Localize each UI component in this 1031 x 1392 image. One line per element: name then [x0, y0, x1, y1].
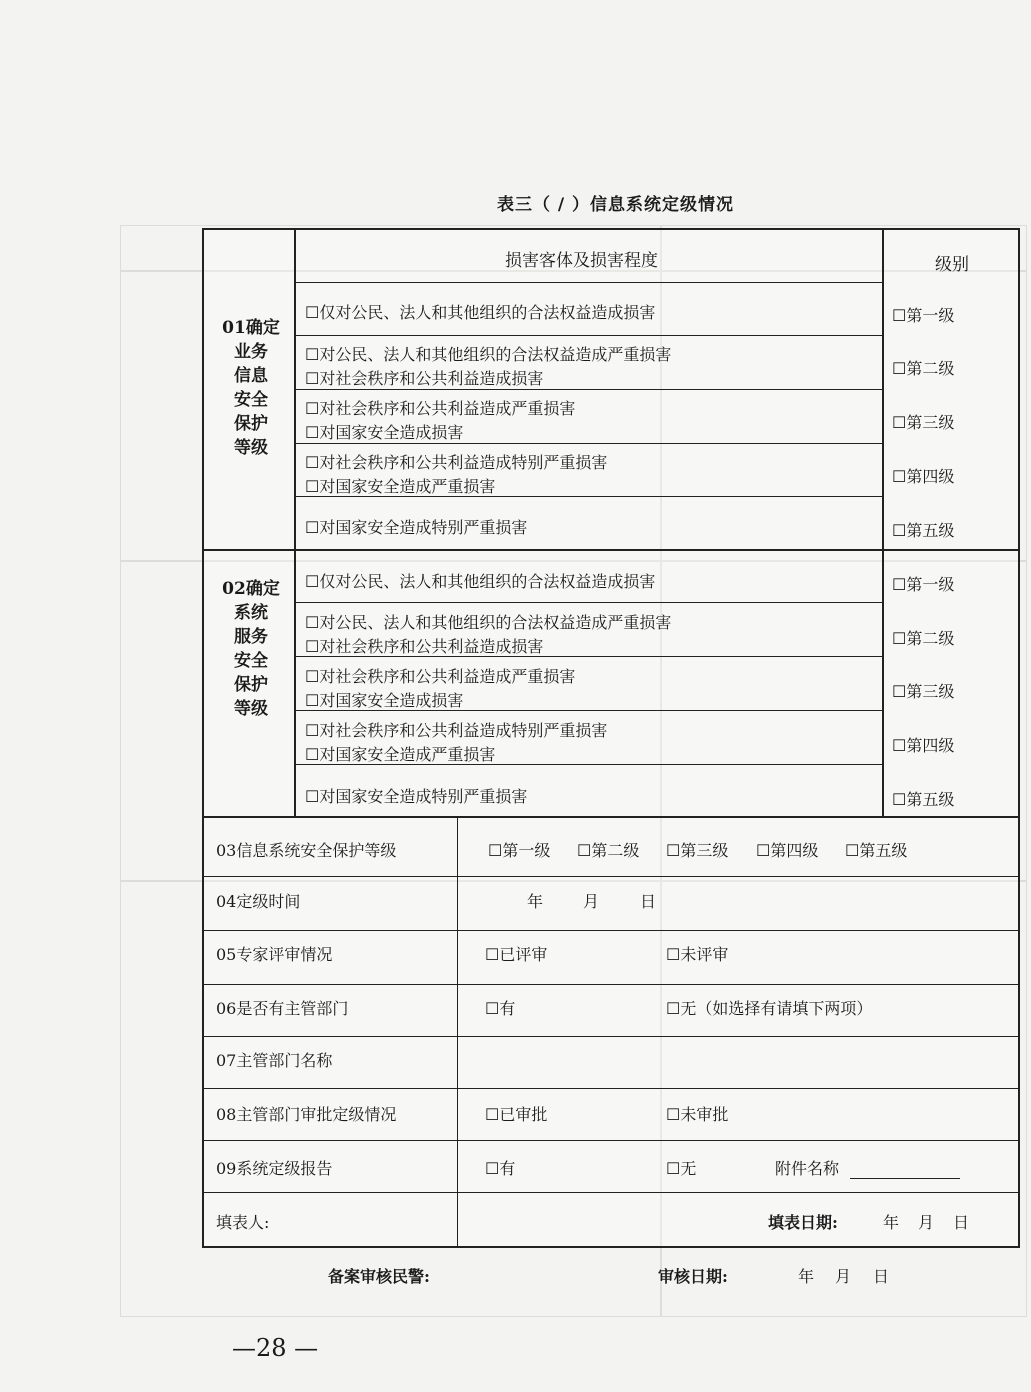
section1-row2-checkbox-b[interactable]: ☐ 对社会秩序和公共利益造成损害	[305, 366, 543, 389]
security-level-label: 03信息系统安全保护等级	[216, 841, 397, 860]
not-approved-checkbox[interactable]: ☐ 未审批	[666, 1102, 728, 1125]
divider	[204, 1192, 1020, 1193]
expert-review-label: 05专家评审情况	[216, 945, 333, 964]
review-date-month[interactable]: 月	[835, 1267, 852, 1286]
section2-row2-checkbox-a[interactable]: ☐ 对公民、法人和其他组织的合法权益造成严重损害	[305, 610, 671, 633]
grading-date-day[interactable]: 日	[640, 892, 657, 911]
divider	[294, 335, 882, 336]
form-title: 表三（ / ）信息系统定级情况	[496, 195, 735, 215]
not-reviewed-checkbox[interactable]: ☐ 未评审	[666, 942, 728, 965]
divider	[204, 876, 1020, 877]
section2-level5-checkbox[interactable]: ☐ 第五级	[892, 787, 954, 810]
supervisor-name-field[interactable]	[460, 1037, 1015, 1085]
grading-date-label: 04定级时间	[216, 892, 301, 911]
section2-row1-checkbox[interactable]: ☐ 仅对公民、法人和其他组织的合法权益造成损害	[305, 569, 655, 592]
divider	[204, 549, 1020, 551]
divider	[294, 443, 882, 444]
damage-column-header: 损害客体及损害程度	[505, 251, 658, 271]
grading-date-month[interactable]: 月	[583, 892, 600, 911]
overall-level5-checkbox[interactable]: ☐ 第五级	[845, 838, 907, 861]
no-report-checkbox[interactable]: ☐ 无	[666, 1156, 696, 1179]
review-date-day[interactable]: 日	[873, 1267, 890, 1286]
section2-row3-checkbox-b[interactable]: ☐ 对国家安全造成损害	[305, 688, 463, 711]
has-supervisor-checkbox[interactable]: ☐ 有	[485, 996, 515, 1019]
section2-row2-checkbox-b[interactable]: ☐ 对社会秩序和公共利益造成损害	[305, 634, 543, 657]
divider-section-col	[294, 230, 296, 816]
section2-row4-checkbox-a[interactable]: ☐ 对社会秩序和公共利益造成特别严重损害	[305, 718, 607, 741]
overall-level1-checkbox[interactable]: ☐ 第一级	[488, 838, 550, 861]
section1-level2-checkbox[interactable]: ☐ 第二级	[892, 356, 954, 379]
section2-level1-checkbox[interactable]: ☐ 第一级	[892, 572, 954, 595]
supervisor-approval-label: 08主管部门审批定级情况	[216, 1105, 397, 1124]
fill-date-label: 填表日期:	[768, 1213, 838, 1232]
supervisor-dept-label: 06是否有主管部门	[216, 999, 349, 1018]
section1-level4-checkbox[interactable]: ☐ 第四级	[892, 464, 954, 487]
section1-level1-checkbox[interactable]: ☐ 第一级	[892, 303, 954, 326]
overall-level4-checkbox[interactable]: ☐ 第四级	[756, 838, 818, 861]
approved-checkbox[interactable]: ☐ 已审批	[485, 1102, 547, 1125]
reviewed-checkbox[interactable]: ☐ 已评审	[485, 942, 547, 965]
section1-row4-checkbox-a[interactable]: ☐ 对社会秩序和公共利益造成特别严重损害	[305, 450, 607, 473]
grading-date-year[interactable]: 年	[527, 892, 544, 911]
section2-level4-checkbox[interactable]: ☐ 第四级	[892, 733, 954, 756]
filler-label: 填表人:	[216, 1213, 270, 1232]
fill-date-month[interactable]: 月	[918, 1213, 935, 1232]
section2-level2-checkbox[interactable]: ☐ 第二级	[892, 626, 954, 649]
divider	[204, 1088, 1020, 1089]
overall-level3-checkbox[interactable]: ☐ 第三级	[666, 838, 728, 861]
divider-level-col	[882, 230, 884, 816]
review-date-label: 审核日期:	[658, 1267, 728, 1286]
section1-row3-checkbox-b[interactable]: ☐ 对国家安全造成损害	[305, 420, 463, 443]
section2-row4-checkbox-b[interactable]: ☐ 对国家安全造成严重损害	[305, 742, 495, 765]
section1-row3-checkbox-a[interactable]: ☐ 对社会秩序和公共利益造成严重损害	[305, 396, 575, 419]
section1-label: 01确定 业务 信息 安全 保护 等级	[222, 318, 280, 458]
section1-row4-checkbox-b[interactable]: ☐ 对国家安全造成严重损害	[305, 474, 495, 497]
fill-date-day[interactable]: 日	[953, 1213, 970, 1232]
divider	[204, 816, 1020, 818]
has-report-checkbox[interactable]: ☐ 有	[485, 1156, 515, 1179]
supervisor-name-label: 07主管部门名称	[216, 1051, 333, 1070]
section2-level3-checkbox[interactable]: ☐ 第三级	[892, 679, 954, 702]
section1-level5-checkbox[interactable]: ☐ 第五级	[892, 518, 954, 541]
section1-level3-checkbox[interactable]: ☐ 第三级	[892, 410, 954, 433]
section1-row1-checkbox[interactable]: ☐ 仅对公民、法人和其他组织的合法权益造成损害	[305, 300, 655, 323]
section2-row3-checkbox-a[interactable]: ☐ 对社会秩序和公共利益造成严重损害	[305, 664, 575, 687]
divider	[294, 602, 882, 603]
no-supervisor-checkbox[interactable]: ☐ 无（如选择有请填下两项）	[666, 996, 872, 1019]
divider	[204, 984, 1020, 985]
divider	[204, 1140, 1020, 1141]
divider	[294, 282, 882, 283]
attachment-name-field[interactable]	[850, 1178, 960, 1179]
divider	[204, 930, 1020, 931]
attachment-name-label: 附件名称	[775, 1159, 840, 1178]
reviewer-label: 备案审核民警:	[328, 1267, 430, 1286]
overall-level2-checkbox[interactable]: ☐ 第二级	[577, 838, 639, 861]
review-date-year[interactable]: 年	[798, 1267, 815, 1286]
section2-label: 02确定 系统 服务 安全 保护 等级	[222, 579, 280, 719]
divider-label-col	[457, 816, 458, 1248]
page-number: —28 —	[232, 1334, 319, 1362]
divider	[294, 389, 882, 390]
section1-row2-checkbox-a[interactable]: ☐ 对公民、法人和其他组织的合法权益造成严重损害	[305, 342, 671, 365]
section2-row5-checkbox[interactable]: ☐ 对国家安全造成特别严重损害	[305, 784, 527, 807]
grading-report-label: 09系统定级报告	[216, 1159, 333, 1178]
level-column-header: 级别	[935, 255, 969, 275]
section1-row5-checkbox[interactable]: ☐ 对国家安全造成特别严重损害	[305, 515, 527, 538]
fill-date-year[interactable]: 年	[883, 1213, 900, 1232]
